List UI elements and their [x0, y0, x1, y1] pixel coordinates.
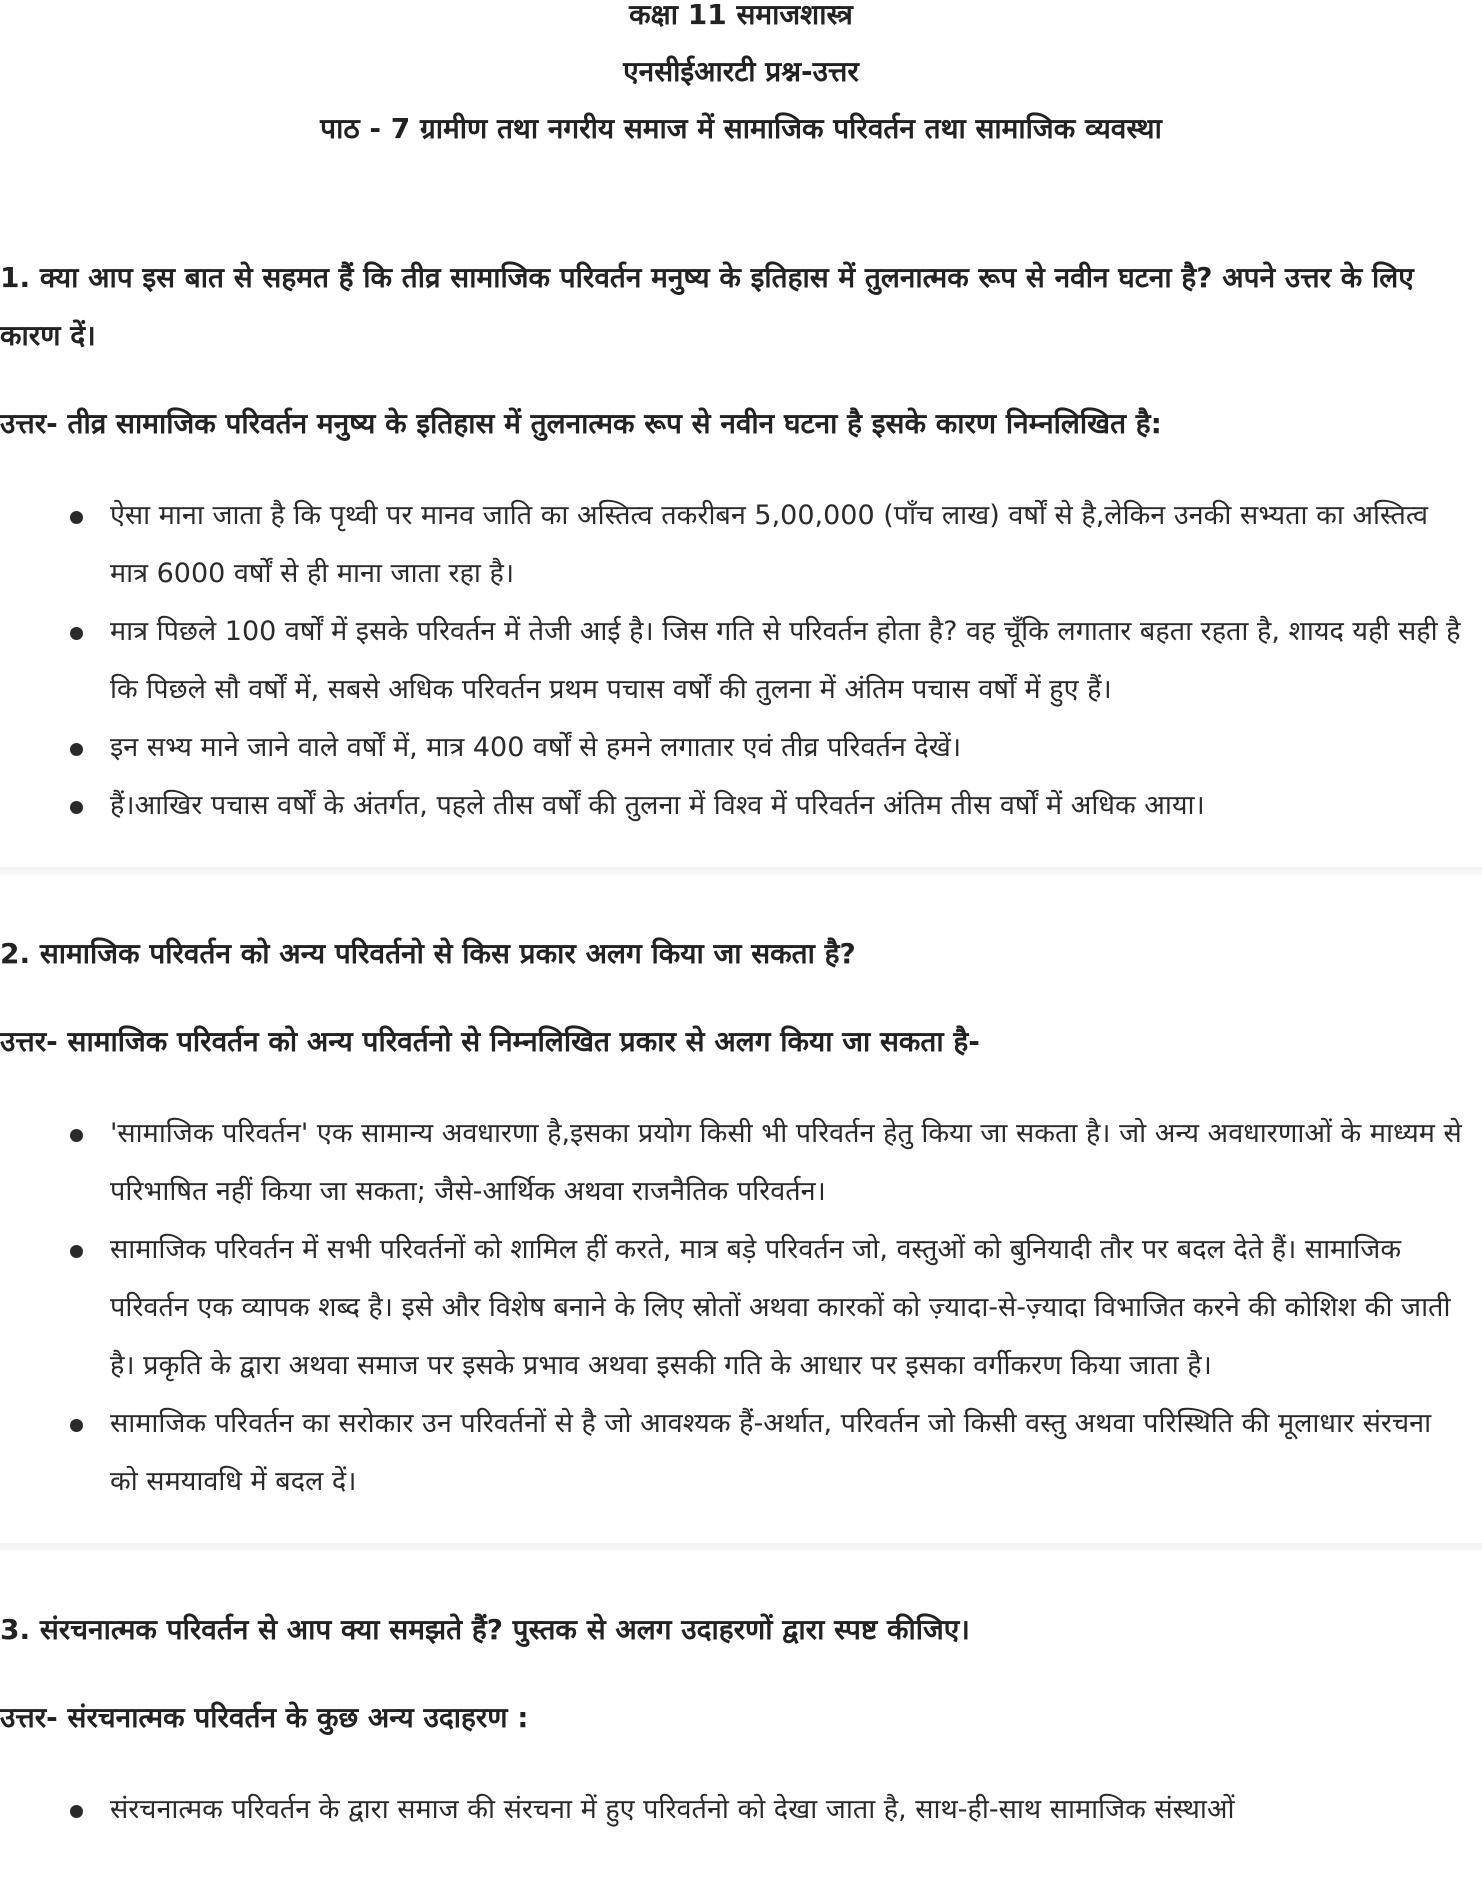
list-item: मात्र पिछले 100 वर्षों में इसके परिवर्तन में तेजी आई है। जिस गति से परिवर्तन होता है? वह चूँकि लगातार बहता रहता है, शायद यही सही है कि पिछले सौ वर्षों में, सबसे अधिक परिवर्तन प्रथम पचास वर्षों की तुलना में अंतिम पचास वर्षों में हुए हैं। — [110, 603, 1482, 719]
ncert-qa-title: एनसीईआरटी प्रश्न-उत्तर — [623, 55, 859, 88]
question-section-2 — [0, 925, 1482, 1511]
question-section-1 — [0, 249, 1482, 835]
section-divider — [0, 1543, 1482, 1551]
answer-intro: उत्तर- तीव्र सामाजिक परिवर्तन मनुष्य के इतिहास में तुलनात्मक रूप से नवीन घटना है इसके कारण निम्नलिखित है: — [0, 407, 1162, 440]
list-item: संरचनात्मक परिवर्तन के द्वारा समाज की संरचना में हुए परिवर्तनो को देखा जाता है, साथ-ही-साथ सामाजिक संस्थाओं — [110, 1781, 1482, 1839]
list-item: हैं।आखिर पचास वर्षों के अंतर्गत, पहले तीस वर्षों की तुलना में विश्व में परिवर्तन अंतिम तीस वर्षों में अधिक आया। — [110, 777, 1482, 835]
list-item: इन सभ्य माने जाने वाले वर्षों में, मात्र 400 वर्षों से हमने लगातार एवं तीव्र परिवर्तन देखें। — [110, 719, 1482, 777]
question-text: 1. क्या आप इस बात से सहमत हैं कि तीव्र सामाजिक परिवर्तन मनुष्य के इतिहास में तुलनात्मक रूप से नवीन घटना है? अपने उत्तर के लिए कारण दें। — [0, 261, 1414, 352]
list-item: 'सामाजिक परिवर्तन' एक सामान्य अवधारणा है,इसका प्रयोग किसी भी परिवर्तन हेतु किया जा सकता है। जो अन्य अवधारणाओं के माध्यम से परिभाषित नहीं किया जा सकता; जैसे-आर्थिक अथवा राजनैतिक परिवर्तन। — [110, 1105, 1482, 1221]
answer-points — [0, 1105, 1482, 1511]
section-divider — [0, 867, 1482, 875]
answer-points — [0, 1781, 1482, 1839]
answer-points — [0, 487, 1482, 835]
list-item: सामाजिक परिवर्तन में सभी परिवर्तनों को शामिल हीं करते, मात्र बड़े परिवर्तन जो, वस्तुओं को बुनियादी तौर पर बदल देते हैं। सामाजिक परिवर्तन एक व्यापक शब्द है। इसे और विशेष बनाने के लिए स्रोतों अथवा कारकों को ज़्यादा-से-ज़्यादा विभाजित करने की कोशिश की जाती है। प्रकृति के द्वारा अथवा समाज पर इसके प्रभाव अथवा इसकी गति के आधार पर इसका वर्गीकरण किया जाता है। — [110, 1221, 1482, 1395]
question-text: 3. संरचनात्मक परिवर्तन से आप क्या समझते हैं? पुस्तक से अलग उदाहरणों द्वारा स्पष्ट कीजिए। — [0, 1613, 970, 1646]
list-item: सामाजिक परिवर्तन का सरोकार उन परिवर्तनों से है जो आवश्यक हैं-अर्थात, परिवर्तन जो किसी वस्तु अथवा परिस्थिति की मूलाधार संरचना को समयावधि में बदल दें। — [110, 1395, 1482, 1511]
chapter-title: पाठ - 7 ग्रामीण तथा नगरीय समाज में सामाजिक परिवर्तन तथा सामाजिक व्यवस्था — [320, 112, 1162, 145]
answer-intro: उत्तर- संरचनात्मक परिवर्तन के कुछ अन्य उदाहरण : — [0, 1701, 529, 1734]
document-header — [0, 0, 1482, 157]
class-subject-title: कक्षा 11 समाजशास्त्र — [629, 0, 853, 31]
answer-intro: उत्तर- सामाजिक परिवर्तन को अन्य परिवर्तनो से निम्नलिखित प्रकार से अलग किया जा सकता है- — [0, 1025, 980, 1058]
list-item: ऐसा माना जाता है कि पृथ्वी पर मानव जाति का अस्तित्व तकरीबन 5,00,000 (पाँच लाख) वर्षों से है,लेकिन उनकी सभ्यता का अस्तित्व मात्र 6000 वर्षों से ही माना जाता रहा है। — [110, 487, 1482, 603]
question-section-3 — [0, 1601, 1482, 1839]
question-text: 2. सामाजिक परिवर्तन को अन्य परिवर्तनो से किस प्रकार अलग किया जा सकता है? — [0, 937, 856, 970]
